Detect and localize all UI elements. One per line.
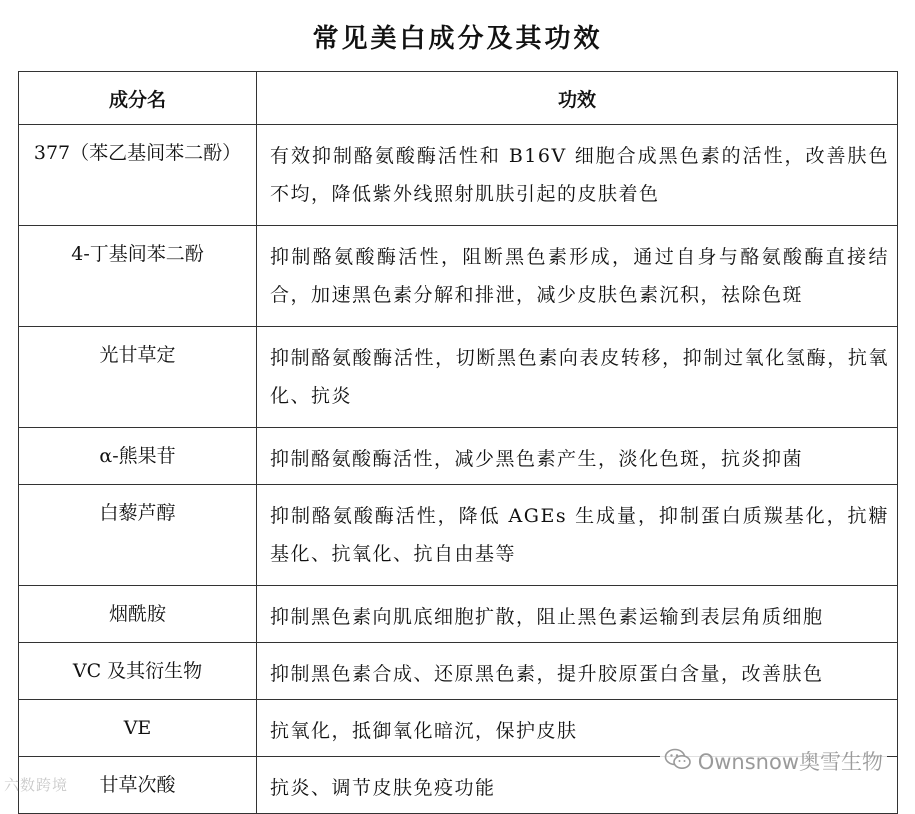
table-row	[19, 643, 898, 700]
table-row	[19, 327, 898, 428]
table-row	[19, 428, 898, 485]
watermark-right-text: Ownsnow奥雪生物	[697, 750, 883, 774]
header-ingredient-name: 成分名	[19, 72, 257, 125]
watermark-left: 六数跨境	[4, 776, 69, 794]
table-row	[19, 125, 898, 226]
ingredient-name: 4-丁基间苯二酚	[19, 226, 257, 327]
ingredient-name: 甘草次酸	[19, 757, 257, 814]
ingredient-name: 烟酰胺	[19, 586, 257, 643]
ingredient-effect: 抑制酪氨酸酶活性，降低 AGEs 生成量，抑制蛋白质羰基化，抗糖基化、抗氧化、抗自由基等	[257, 485, 898, 586]
table-row	[19, 226, 898, 327]
ingredient-effect: 抑制黑色素合成、还原黑色素，提升胶原蛋白含量，改善肤色	[257, 643, 898, 700]
ingredient-effect: 抗炎、调节皮肤免疫功能	[257, 757, 898, 814]
table-row	[19, 485, 898, 586]
ingredient-effect: 抑制酪氨酸酶活性，切断黑色素向表皮转移，抑制过氧化氢酶，抗氧化、抗炎	[257, 327, 898, 428]
table-row	[19, 586, 898, 643]
table-header-row	[19, 72, 898, 125]
watermark-right	[660, 744, 887, 778]
ingredient-effect: 抑制酪氨酸酶活性，减少黑色素产生，淡化色斑，抗炎抑菌	[257, 428, 898, 485]
ingredient-name: 白藜芦醇	[19, 485, 257, 586]
ingredient-effect: 抑制黑色素向肌底细胞扩散，阻止黑色素运输到表层角质细胞	[257, 586, 898, 643]
ingredient-name: VE	[19, 700, 257, 757]
ingredient-name: 光甘草定	[19, 327, 257, 428]
ingredients-table	[18, 71, 898, 814]
ingredient-name: VC 及其衍生物	[19, 643, 257, 700]
ingredient-name: α-熊果苷	[19, 428, 257, 485]
ingredient-name: 377（苯乙基间苯二酚）	[19, 125, 257, 226]
ingredient-effect: 抗氧化，抵御氧化暗沉，保护皮肤	[257, 700, 898, 757]
ingredient-effect: 抑制酪氨酸酶活性，阻断黑色素形成，通过自身与酪氨酸酶直接结合，加速黑色素分解和排泄，减少皮肤色素沉积，祛除色斑	[257, 226, 898, 327]
page-title: 常见美白成分及其功效	[312, 24, 603, 54]
header-effect: 功效	[257, 72, 898, 125]
ingredient-effect: 有效抑制酪氨酸酶活性和 B16V 细胞合成黑色素的活性，改善肤色不均，降低紫外线照射肌肤引起的皮肤着色	[257, 125, 898, 226]
wechat-icon	[664, 747, 698, 776]
